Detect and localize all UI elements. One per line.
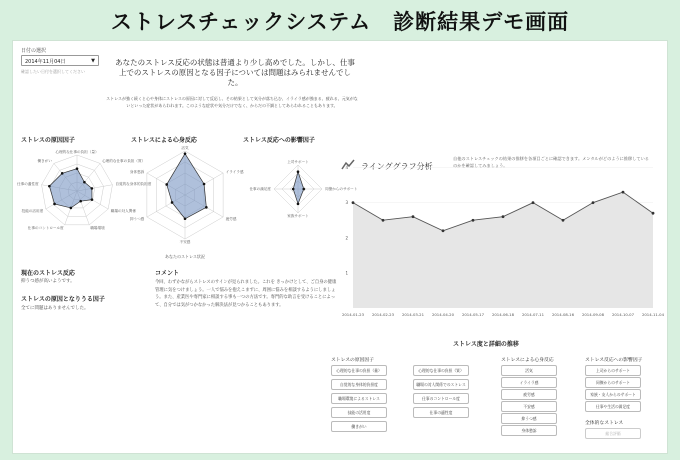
radar-value-area [49, 169, 92, 208]
trend-title: ストレス度と詳細の推移 [453, 341, 519, 348]
y-tick-label: 2 [345, 235, 348, 241]
x-tick-label: 2014-05-17 [461, 312, 485, 317]
radar-label: 活気 [181, 146, 189, 150]
x-tick-label: 2014-06-18 [491, 312, 515, 317]
chevron-down-icon: ▼ [91, 58, 95, 64]
trend-group-title-factor: ストレスの原因因子 [331, 358, 375, 363]
trend-line-chart [335, 144, 665, 324]
trend-item-button[interactable]: 同僚からのサポート [585, 377, 641, 388]
trend-item-button[interactable]: 心理的な仕事の負担（質） [413, 365, 469, 376]
influence-radar-chart [274, 165, 322, 213]
radar-label: 技能の活用度 [21, 208, 44, 213]
x-tick-label: 2014-10-07 [611, 312, 635, 317]
line-graph-description: 自他のストレスチェックの結果の推移を各項目ごとに確認できます。メンタルがどのように推移しているのかを確認してみましょう。 [453, 156, 649, 168]
x-tick-label: 2014-07-11 [521, 312, 545, 317]
radar-point [165, 183, 168, 186]
trend-group-title-reaction: ストレスによる心身反応 [501, 358, 554, 363]
line-point [622, 191, 625, 194]
trend-item-button[interactable]: 身体愁訴 [501, 425, 557, 436]
radar-label: イライラ感 [225, 169, 244, 174]
result-panel [12, 40, 668, 454]
influence-radar-title: ストレス反応への影響因子 [243, 137, 315, 144]
line-point [352, 201, 355, 204]
trend-group-title-influence: ストレス反応への影響因子 [585, 358, 643, 363]
radar-point [171, 201, 174, 204]
line-chart-area [353, 192, 653, 308]
trend-item-button[interactable]: 抑うつ感 [501, 413, 557, 424]
radar-point [53, 203, 56, 206]
trend-item-button[interactable]: 活気 [501, 365, 557, 376]
trend-item-button[interactable]: 疲労感 [501, 389, 557, 400]
x-tick-label: 2014-11-04 [641, 312, 665, 317]
radar-point [91, 198, 94, 201]
factor-radar-chart [42, 155, 113, 225]
summary-description: ストレスが強く続くと心や身体にストレスの原因に対して反応し、その結果として気分が落ち込む、イライラ感が強まる、疲れる、元気がないといった症状があらわれます。このような症状や気分だけでなく、からだの不調としてあらわれることもあります。 [106, 96, 358, 108]
stress-factor-title: ストレスの原因となりうる因子 [21, 296, 105, 303]
radar-point [292, 188, 295, 191]
radar-label: 家族サポート [287, 214, 309, 218]
page-banner-title: ストレスチェックシステム 診断結果デモ画面 [110, 10, 570, 34]
radar-value-area [167, 154, 207, 219]
trend-item-button[interactable]: 仕事の適性度 [413, 407, 469, 418]
x-tick-label: 2014-01-23 [341, 312, 365, 317]
trend-item-button[interactable]: 技能の活用度 [331, 407, 387, 418]
radar-label: 同僚からのサポート [325, 187, 358, 191]
line-chart-xticks [342, 312, 665, 317]
radar-label: 不安感 [179, 240, 191, 244]
line-point [562, 219, 565, 222]
radar-label: 疲労感 [225, 216, 237, 221]
trend-item-button[interactable]: イライラ感 [501, 377, 557, 388]
radar-point [61, 172, 64, 175]
line-point [382, 219, 385, 222]
comment-text: 今回、わずかながらストレスのサインが見られました。これを きっかけとして、ご自身の健康管理に気をつけましょう。一人で悩みを抱えこまずに、周囲に悩みを相談するようにしましょう。また、産業医や専門家に相談する事も一つの方法です。専門的な助言を受けることによって、自分では気がつかなかった解決法が見つかることもあります。 [155, 280, 337, 308]
radar-point [70, 207, 73, 210]
radar-point [91, 187, 94, 190]
reaction-radar-caption: あなたのストレス状況 [165, 254, 205, 259]
x-tick-label: 2014-08-16 [551, 312, 575, 317]
x-tick-label: 2014-03-21 [401, 312, 425, 317]
trend-item-button[interactable]: 働きがい [331, 421, 387, 432]
date-select-value: 2014年11月04日 [25, 59, 66, 65]
radar-label: 心理的な仕事の負担（量） [55, 150, 99, 154]
line-point [442, 229, 445, 232]
trend-item-button[interactable]: 心理的な仕事の負担（量） [331, 365, 387, 376]
radar-point [297, 170, 300, 173]
comment-title: コメント [155, 270, 180, 277]
radar-label: 職場環境 [90, 225, 105, 230]
radar-point [297, 203, 300, 206]
line-point [532, 201, 535, 204]
line-point [412, 215, 415, 218]
y-tick-label: 4 [345, 165, 348, 171]
current-reaction-text: 抑うつ感が高いようです。 [21, 279, 75, 284]
radar-label: 仕事の適性度 [17, 182, 39, 187]
radar-label: 心理的な仕事の負担（質） [102, 159, 146, 164]
line-point [652, 212, 655, 215]
date-label: 日付の選択 [21, 48, 47, 54]
line-graph-title: ラインググラフ分析 [361, 162, 433, 171]
line-point [592, 201, 595, 204]
date-select[interactable] [21, 55, 99, 66]
overall-stress-title: 全体的なストレス [585, 421, 624, 426]
trend-item-button[interactable]: 上司からのサポート [585, 365, 641, 376]
radar-label: 働きがい [37, 159, 52, 164]
date-note: 確認したい日付を選択してください [21, 69, 85, 74]
radar-point [184, 152, 187, 155]
radar-point [203, 183, 206, 186]
radar-point [48, 185, 51, 188]
radar-point [205, 206, 208, 209]
radar-label: 身体愁訴 [129, 169, 145, 174]
radar-point [76, 167, 79, 170]
x-tick-label: 2014-09-08 [581, 312, 605, 317]
radar-label: 仕事のコントロール度 [27, 225, 64, 230]
radar-label: 上司サポート [287, 160, 309, 164]
radar-point [79, 200, 82, 203]
trend-item-button[interactable]: 職場の対人関係でのストレス [413, 379, 469, 390]
trend-item-button[interactable]: 家族・友人からのサポート [585, 389, 641, 400]
x-tick-label: 2014-04-20 [431, 312, 455, 317]
y-tick-label: 1 [345, 270, 348, 276]
line-point [472, 219, 475, 222]
trend-item-button[interactable]: 仕事や生活の満足度 [585, 401, 641, 412]
radar-point [184, 217, 187, 220]
y-tick-label: 3 [345, 200, 348, 206]
summary-headline: あなたのストレス反応の状態は普通より少し高めでした。しかし、仕事上でのストレスの原因となる因子については問題はみられませんでした。 [115, 58, 355, 87]
radar-label: 職場の対人関係 [110, 208, 136, 213]
radar-label: 仕事の満足度 [249, 187, 271, 191]
current-reaction-title: 現在のストレス反応 [21, 270, 75, 277]
trend-item-button[interactable]: 仕事のコントロール度 [413, 393, 469, 404]
stress-factor-text: 全てに問題はありませんでした。 [21, 306, 89, 311]
line-point [502, 215, 505, 218]
radar-label: 自覚的な身体的負担度 [115, 182, 152, 187]
radar-label: 抑うつ感 [129, 216, 145, 221]
factor-radar-title: ストレスの原因因子 [21, 137, 75, 144]
x-tick-label: 2014-02-23 [371, 312, 395, 317]
overall-evaluation-button[interactable]: 総合評価 [585, 428, 641, 439]
trend-item-button[interactable]: 職場環境によるストレス [331, 393, 387, 404]
line-chart-yticks [345, 165, 348, 275]
trend-item-button[interactable]: 自覚的な身体的負担度 [331, 379, 387, 390]
reaction-radar-title: ストレスによる心身反応 [131, 137, 197, 144]
reaction-radar-chart [147, 151, 223, 239]
radar-point [83, 181, 86, 184]
trend-item-button[interactable]: 不安感 [501, 401, 557, 412]
radar-point [302, 188, 305, 191]
